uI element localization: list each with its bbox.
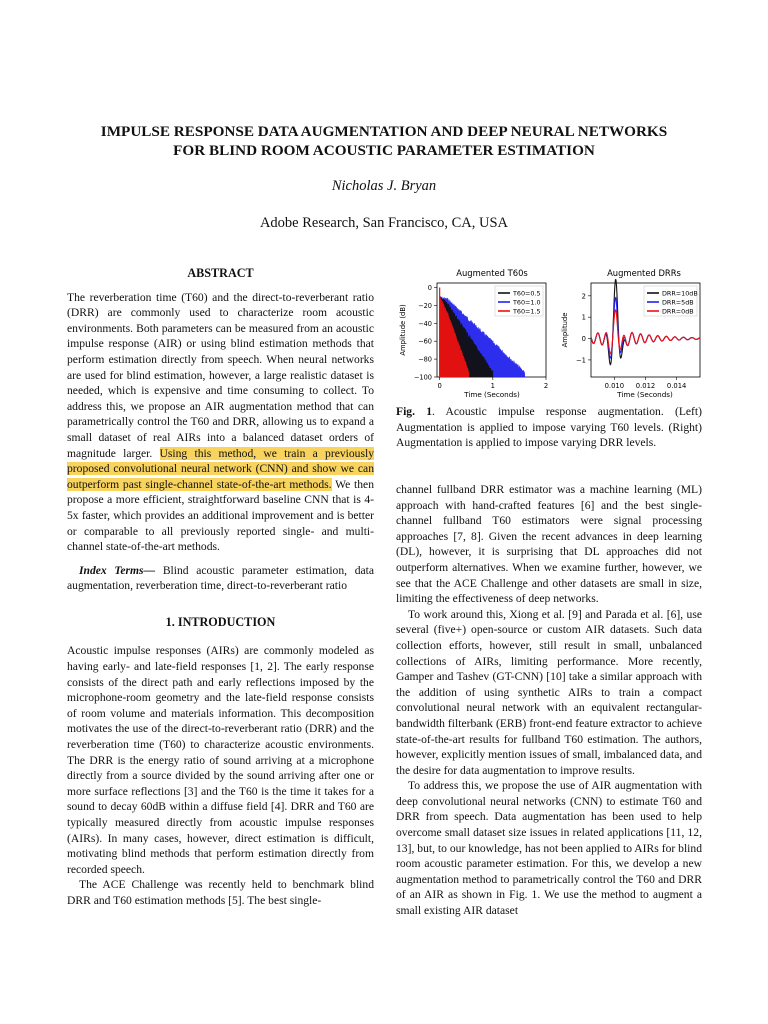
title-line-1: IMPULSE RESPONSE DATA AUGMENTATION AND DEEP NEURAL NETWORKS [100, 123, 668, 140]
figure-1 [396, 266, 706, 400]
intro-paragraph-4: To work around this, Xiong et al. [9] and Parada et al. [6], use several (five+) open-source or custom AIR datasets. Such data collection efforts, however, still result in small, unbalanced collections of AIRs, limiting performance. More recently, Gamper and Tashev (GT-CNN) [10] take a similar approach with the addition of using synthetic AIRs to train a compact convolutional neural network with an equivalent rectangular-bandwidth filterbank (ERB) front-end feature extractor to achieve state-of-the-art results for fullband T60 estimation. The authors, however, explicitly mention issues of small, imbalanced data, and the desire for data augmentation to improve results. [396, 607, 702, 777]
chart-left-ylabel: Amplitude (dB) [399, 304, 407, 356]
abstract-text-a: The reverberation time (T60) and the direct-to-reverberant ratio (DRR) are commonly used to characterize room acoustic environments. Both parameters can be measured from an acoustic impulse response (AIR) or using blind estimation methods that perform estimation directly from speech. When neural networks are used for blind estimation, however, a large realistic dataset is needed, which is expensive and time consuming to collect. To address this, we propose an AIR augmentation method that can parametrically control the T60 and DRR, allowing us to expand a small dataset of real AIRs into a balanced dataset orders of magnitude larger. [67, 290, 374, 460]
intro-paragraph-1: Acoustic impulse responses (AIRs) are commonly modeled as having early- and late-field responses [1, 2]. The early response consists of the direct path and early reflections imposed by the microphone-room geometry and the late-field response consists of room volume and materials information. This decomposition motivates the use of the direct-to-reverberant ratio (DRR) and the reverberation time (T60) to characterize acoustic environments. The DRR is the energy ratio of sound arriving at a microphone directly from a source divided by the sound arriving after one or more surface reflections [3] and the T60 is the time it takes for a sound to decay 60dB within a diffuse field [4]. DRR and T60 are typically measured directly from acoustic impulse responses (AIRs). In many cases, however, direct estimation is difficult, motivating blind methods that perform estimation directly from recorded speech. [67, 644, 374, 876]
chart-augmented-t60s [399, 268, 548, 399]
xtick-label: 2 [543, 382, 549, 390]
chart-left-title: Augmented T60s [456, 268, 528, 278]
caption-label: Fig. 1 [396, 405, 433, 418]
figure-caption [396, 404, 702, 451]
chart-right-legend [644, 286, 698, 316]
xtick-label: 1 [490, 382, 495, 390]
legend-label: DRR=0dB [662, 307, 694, 316]
index-terms [67, 563, 374, 594]
chart-left-yticks [414, 284, 437, 382]
chart-left-legend [495, 286, 543, 316]
author: Nicholas J. Bryan [331, 178, 437, 194]
abstract-text [67, 290, 374, 555]
intro-paragraph-3: channel fullband DRR estimator was a machine learning (ML) approach with hand-crafted features [6] and the best single-channel fullband T60 estimators were signal processing approaches [7, 8]. Given the recent advances in deep learning (DL), however, it is surprising that DL approaches did not outperform alternatives. When we examine further, however, we see that the ACE Challenge and other datasets are small in size, limiting the effectiveness of deep networks. [396, 483, 702, 606]
right-column [396, 482, 702, 919]
ytick-label: 2 [581, 292, 586, 301]
ytick-label: −100 [413, 373, 432, 382]
xtick-label: 0.014 [666, 382, 687, 390]
figure-1-svg [396, 266, 706, 400]
chart-left-xticks [437, 377, 548, 390]
chart-augmented-drrs [561, 268, 700, 399]
ytick-label: 0 [427, 283, 432, 292]
abstract-heading: ABSTRACT [187, 266, 254, 280]
legend-label: T60=1.5 [513, 307, 541, 316]
ytick-label: −60 [418, 337, 432, 346]
caption-text: . Acoustic impulse response augmentation. (Left) Augmentation is applied to impose varying T60 levels. (Right) Augmentation is applied to impose varying DRR levels. [396, 405, 702, 450]
index-terms-text: Blind acoustic parameter estimation, data augmentation, reverberation time, direct-to-reverberant ratio [67, 563, 374, 593]
xtick-label: 0.012 [635, 382, 656, 390]
ytick-label: −40 [418, 319, 432, 328]
legend-label: T60=0.5 [513, 289, 541, 298]
paper-title [0, 122, 768, 160]
xtick-label: 0 [437, 382, 442, 390]
ytick-label: −1 [575, 356, 586, 365]
chart-right-title: Augmented DRRs [607, 268, 681, 278]
legend-label: DRR=5dB [662, 298, 694, 307]
trace-DRR=0dB [591, 310, 700, 354]
affiliation: Adobe Research, San Francisco, CA, USA [259, 215, 509, 231]
abstract-text-b: We then propose a more efficient, straightforward baseline CNN that is 4-5x faster, which provides an additional improvement and is better or comparable to all previously reported single- and multi-channel state-of-the-art methods. [67, 477, 374, 554]
ytick-label: 1 [581, 313, 586, 322]
xtick-label: 0.010 [604, 382, 625, 390]
chart-left-xlabel: Time (Seconds) [464, 390, 520, 399]
legend-label: DRR=10dB [662, 289, 698, 298]
intro-heading: 1. INTRODUCTION [165, 614, 276, 629]
ytick-label: −80 [418, 355, 432, 364]
chart-right-xticks [605, 377, 687, 390]
intro-paragraph-2: The ACE Challenge was recently held to benchmark blind DRR and T60 estimation methods [5]. The best single- [67, 878, 374, 907]
ytick-label: 0 [581, 335, 586, 344]
chart-right-yticks [576, 292, 591, 364]
chart-right-xlabel: Time (Seconds) [617, 390, 673, 399]
abstract-highlight: Using this method, we train a previously proposed convolutional neural network (CNN) and show we can outperform past single-channel state-of-the-art methods. [67, 446, 374, 491]
left-column [67, 266, 374, 909]
ytick-label: −20 [418, 301, 432, 310]
legend-label: T60=1.0 [513, 298, 541, 307]
title-line-2: FOR BLIND ROOM ACOUSTIC PARAMETER ESTIMATION [173, 142, 595, 159]
index-terms-label: Index Terms— [79, 563, 156, 577]
intro-paragraph-5: To address this, we propose the use of AIR augmentation with deep convolutional neural networks (CNN) to estimate T60 and DRR from speech. Data augmentation has been used to help overcome small dataset size issues in related applications [11, 12, 13], but, to our knowledge, has not been applied to AIRs for blind room acoustic parameter estimation. For this, we develop a new augmentation method to parametrically control the T60 and DRR of an AIR as shown in Fig. 1. We use the method to augment a small existing AIR dataset [396, 779, 702, 918]
chart-right-ylabel: Amplitude [561, 312, 569, 348]
